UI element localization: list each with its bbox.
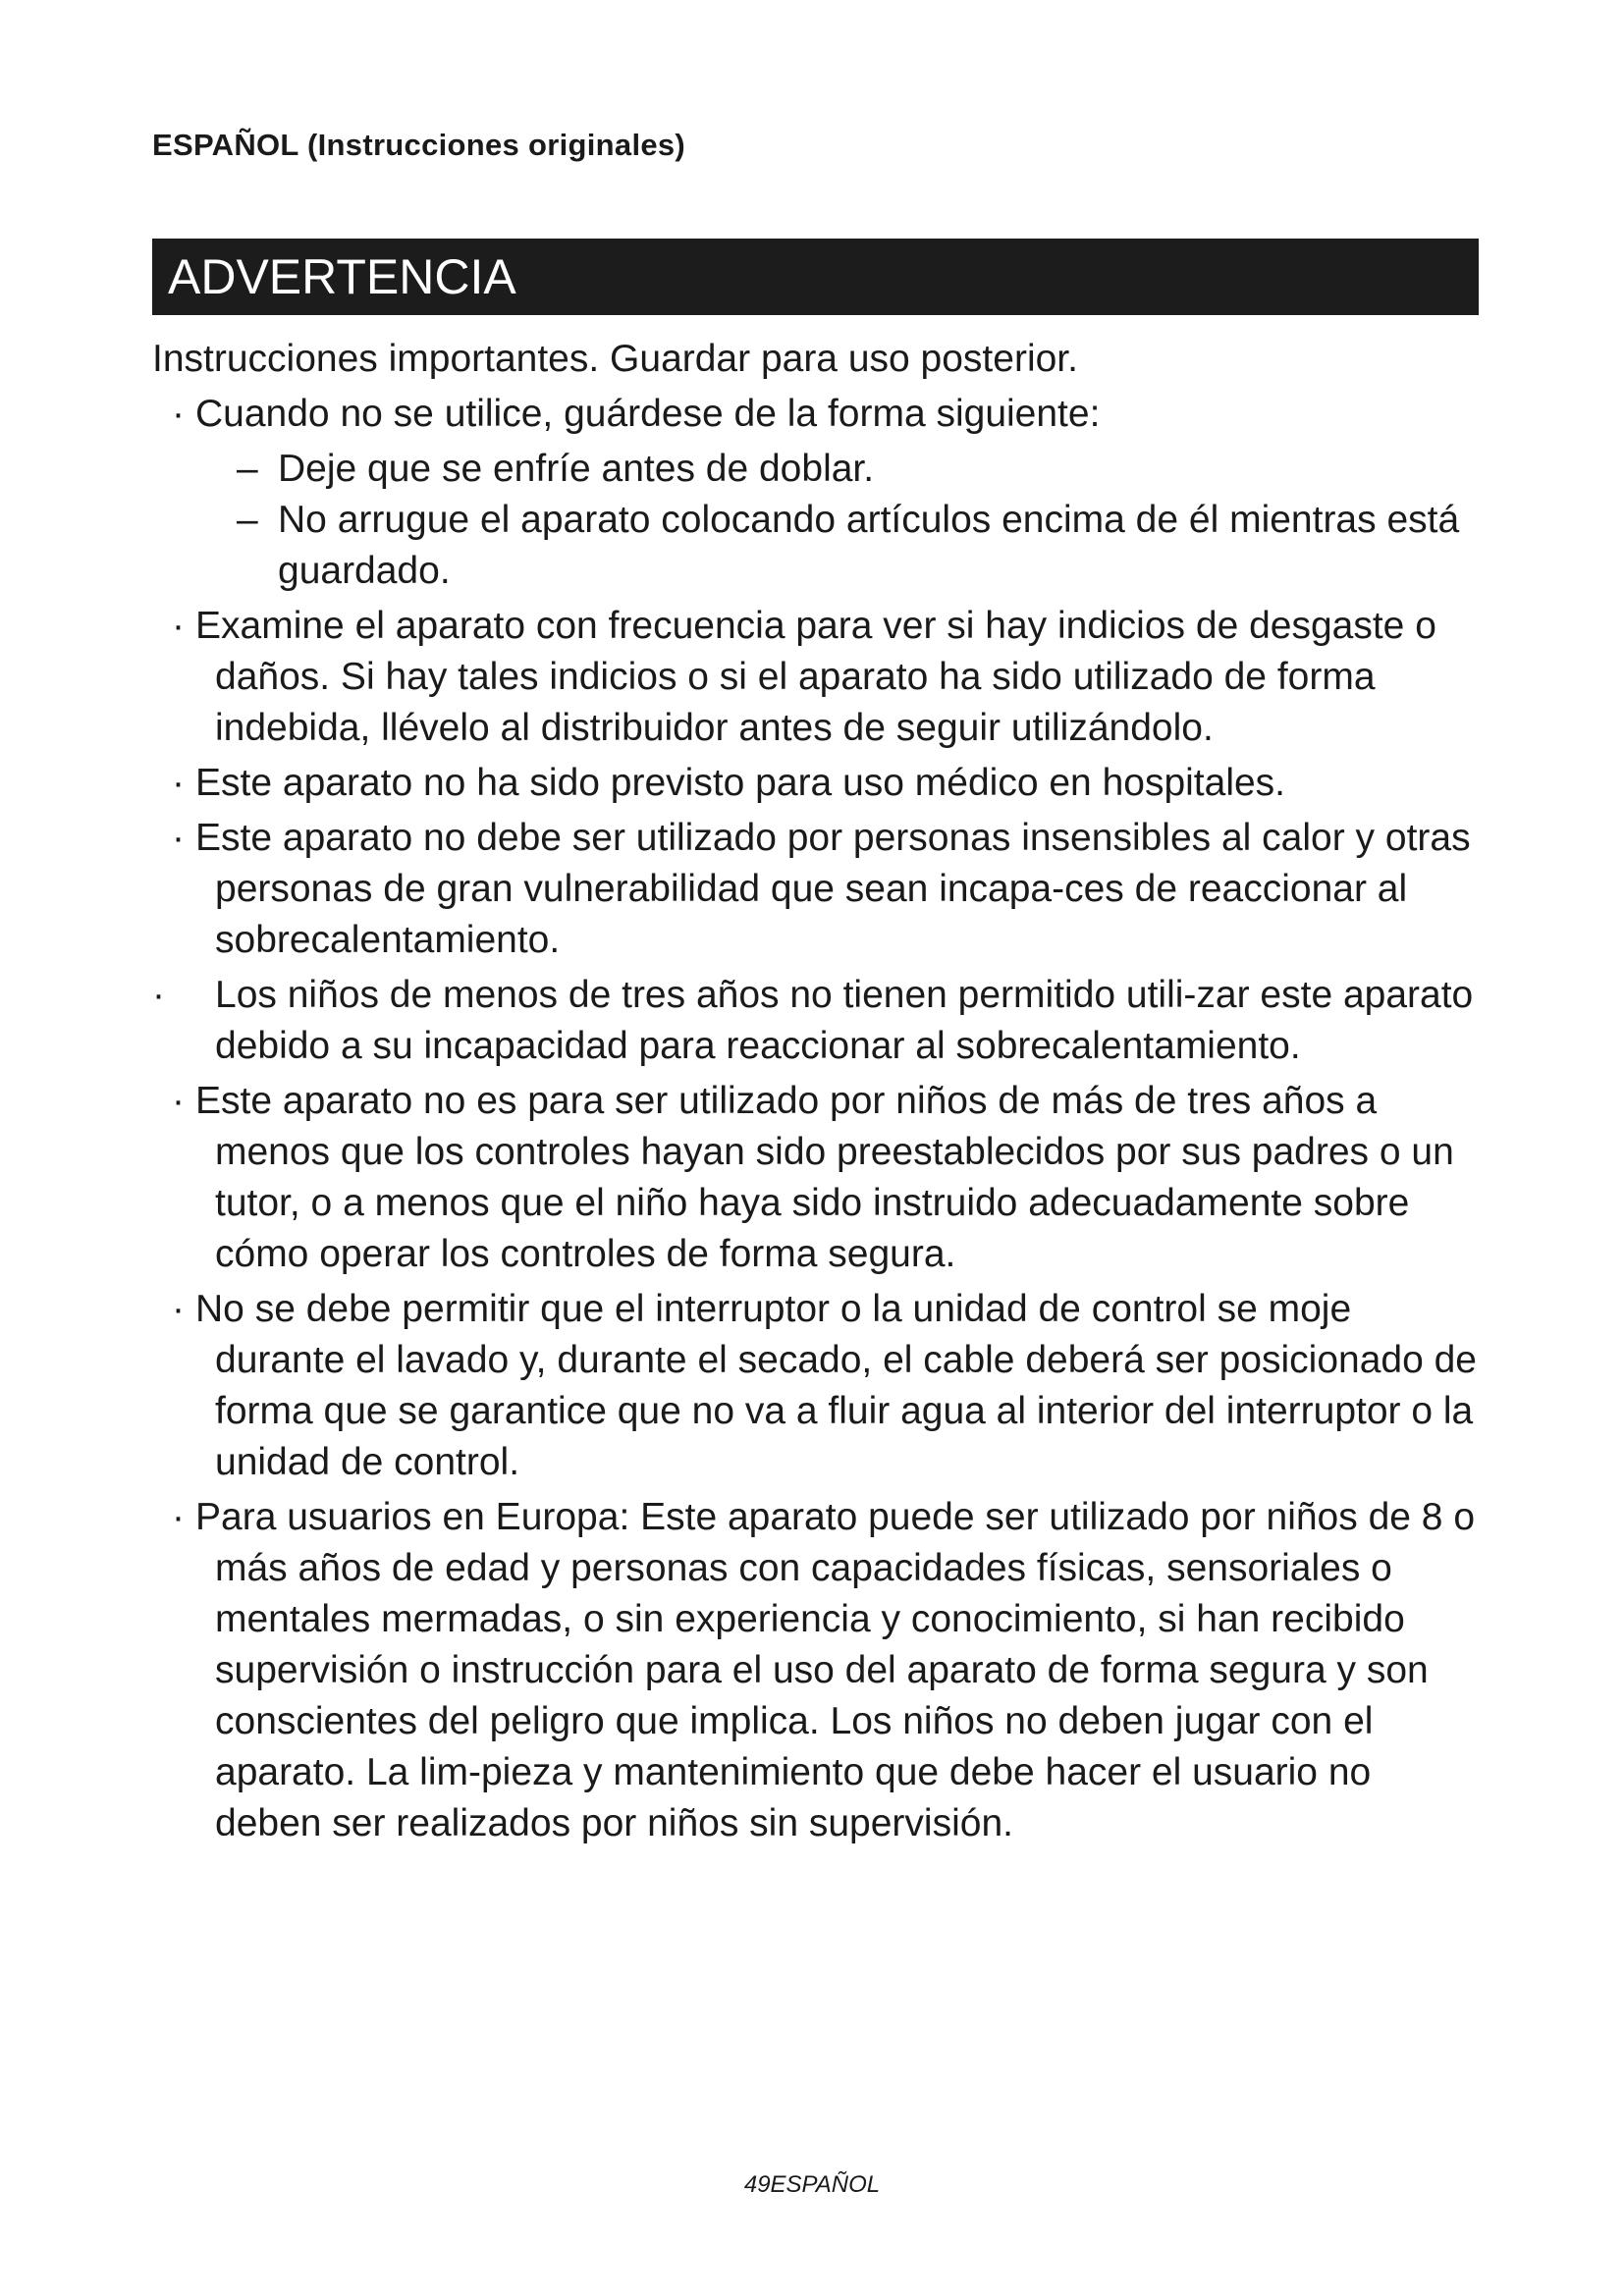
bullet-icon: · [172, 762, 185, 804]
bullet-icon: · [172, 1080, 185, 1122]
list-item [152, 758, 1488, 809]
list-item-text: Examine el aparato con frecuencia para ver si hay indicios de desgaste o daños. Si hay tales indicios o si el aparato ha sido utilizado de forma indebida, llévelo al distribuidor antes de seguir utilizándolo. [195, 605, 1436, 749]
intro-text: Instrucciones importantes. Guardar para uso posterior. [152, 338, 1078, 380]
list-item-text: Los niños de menos de tres años no tienen permitido utili-zar este aparato debido a su incapacidad para reaccionar al sobrecalentamiento. [215, 974, 1474, 1067]
dash-icon: – [237, 448, 258, 490]
bullet-icon: · [172, 1288, 185, 1330]
list-item [152, 389, 1488, 440]
warning-content [152, 334, 1488, 1853]
list-item-text: Para usuarios en Europa: Este aparato puede ser utilizado por niños de 8 o más años de edad y personas con capacidades físicas, sensoriales o mentales mermadas, o sin experiencia y conocimiento, si han recibido supervisión o instrucción para el uso del aparato de forma segura y son conscientes del peligro que implica. Los niños no deben jugar con el aparato. La lim-pieza y mantenimiento que debe hacer el usuario no deben ser realizados por niños sin supervisión. [195, 1496, 1476, 1844]
list-item-text: Este aparato no es para ser utilizado por niños de más de tres años a menos que los controles hayan sido preestablecidos por sus padres o un tutor, o a menos que el niño haya sido instruido adecuadamente sobre cómo operar los controles de forma segura. [195, 1080, 1454, 1275]
list-item [152, 813, 1488, 966]
sub-list-item-text: No arrugue el aparato colocando artículos encima de él mientras está guardado. [278, 499, 1460, 592]
bullet-icon: · [172, 817, 185, 859]
sub-list-item [152, 444, 1488, 495]
bullet-icon: · [172, 1496, 185, 1538]
list-item [152, 1076, 1488, 1280]
sub-list-item-text: Deje que se enfríe antes de doblar. [278, 448, 875, 490]
page-number: 49ESPAÑOL [743, 2171, 881, 2198]
warning-banner: ADVERTENCIA [152, 239, 1479, 315]
dash-icon: – [237, 499, 258, 541]
list-item [152, 1492, 1488, 1849]
bullet-icon: · [172, 393, 185, 435]
list-item-text: Este aparato no ha sido previsto para uso médico en hospitales. [195, 762, 1286, 804]
list-item-text: Este aparato no debe ser utilizado por personas insensibles al calor y otras personas de gran vulnerabilidad que sean incapa-ces de reaccionar al sobrecalentamiento. [195, 817, 1471, 961]
list-item-text: Cuando no se utilice, guárdese de la forma siguiente: [195, 393, 1101, 435]
page-header: ESPAÑOL (Instrucciones originales) [152, 128, 686, 162]
list-item-text: No se debe permitir que el interruptor o la unidad de control se moje durante el lavado y, durante el secado, el cable deberá ser posicionado de forma que se garantice que no va a fluir agua al interior del interruptor o la unidad de control. [195, 1288, 1477, 1483]
sub-list-item [152, 495, 1488, 597]
list-item [152, 601, 1488, 754]
bullet-icon: · [152, 974, 165, 1016]
list-item [152, 1284, 1488, 1488]
bullet-icon: · [172, 605, 185, 647]
list-item [152, 970, 1488, 1072]
